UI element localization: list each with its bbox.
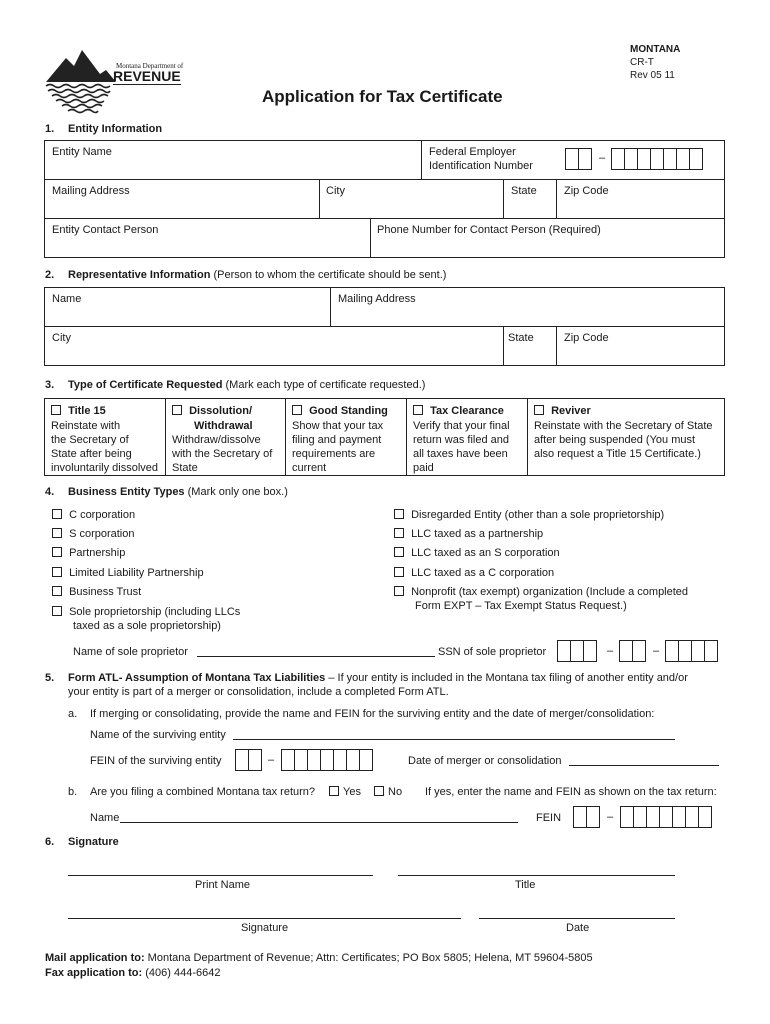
good-standing-desc-3: requirements are <box>292 448 376 460</box>
combined-fein-label: FEIN <box>536 812 562 824</box>
nonprofit-checkbox[interactable] <box>394 586 404 596</box>
title15-desc-1: Reinstate with <box>51 420 121 432</box>
no-checkbox[interactable] <box>374 786 384 796</box>
entity-type-sole-prop[interactable] <box>52 605 240 619</box>
entity-type-business-trust[interactable] <box>52 585 141 599</box>
page-title: Application for Tax Certificate <box>262 87 503 106</box>
s-corp-checkbox[interactable] <box>52 528 62 538</box>
cert-type-dissolution[interactable] <box>165 398 286 476</box>
sole-prop-label-2: taxed as a sole proprietorship) <box>73 620 221 632</box>
ssn-boxes-1[interactable] <box>558 640 597 662</box>
title15-title: Title 15 <box>68 405 106 417</box>
ssn-dash-1: – <box>607 645 614 657</box>
phone-label: Phone Number for Contact Person (Required) <box>377 224 601 236</box>
entity-type-disregarded[interactable] <box>394 508 664 522</box>
date-line[interactable] <box>479 918 675 919</box>
entity-state-field[interactable] <box>503 179 557 219</box>
dissolution-title-2: Withdrawal <box>194 420 253 432</box>
cert-type-good-standing[interactable] <box>285 398 407 476</box>
c-corp-label: C corporation <box>69 509 136 521</box>
section-5-text-2: your entity is part of a merger or consolidation, include a completed Form ATL. <box>68 686 449 698</box>
llp-label: Limited Liability Partnership <box>69 567 204 579</box>
mail-address: Montana Department of Revenue; Attn: Certificates; PO Box 5805; Helena, MT 59604-5805 <box>144 952 593 964</box>
nonprofit-label-2: Form EXPT – Tax Exempt Status Request.) <box>415 600 627 612</box>
title15-desc-4: involuntarily dissolved <box>51 462 158 474</box>
title15-desc-3: State after being <box>51 448 132 460</box>
entity-type-s-corp[interactable] <box>52 527 135 541</box>
combined-fein-prefix[interactable] <box>574 806 600 828</box>
entity-type-llc-c-corp[interactable] <box>394 566 554 580</box>
entity-name-field[interactable] <box>44 140 422 180</box>
business-trust-label: Business Trust <box>69 586 142 598</box>
entity-type-partnership[interactable] <box>52 546 125 560</box>
combined-fein-dash: – <box>607 811 614 823</box>
city-label: City <box>326 185 345 197</box>
rep-zip-field[interactable] <box>556 326 725 366</box>
good-standing-checkbox[interactable] <box>292 405 302 415</box>
c-corp-checkbox[interactable] <box>52 509 62 519</box>
business-trust-checkbox[interactable] <box>52 586 62 596</box>
good-standing-desc-1: Show that your tax <box>292 420 384 432</box>
fein-dash: – <box>599 152 606 164</box>
surviving-fein-dash: – <box>268 754 275 766</box>
entity-type-nonprofit[interactable] <box>394 585 688 599</box>
tax-clearance-desc-2: return was filed and <box>413 434 509 446</box>
llc-s-corp-label: LLC taxed as an S corporation <box>411 547 560 559</box>
signature-line[interactable] <box>68 918 461 919</box>
section-5-number: 5. <box>45 672 55 684</box>
nonprofit-label: Nonprofit (tax exempt) organization (Include a completed <box>411 586 689 598</box>
section-4-number: 4. <box>45 486 55 498</box>
fein-suffix-boxes[interactable] <box>612 148 703 170</box>
combined-yes-option[interactable] <box>329 785 361 799</box>
yes-checkbox[interactable] <box>329 786 339 796</box>
combined-name-line[interactable] <box>120 822 518 823</box>
partnership-label: Partnership <box>69 547 126 559</box>
llc-s-corp-checkbox[interactable] <box>394 547 404 557</box>
surviving-name-label: Name of the surviving entity <box>90 729 226 741</box>
section-2-number: 2. <box>45 269 55 281</box>
sole-prop-label: Sole proprietorship (including LLCs <box>69 606 241 618</box>
rep-city-field[interactable] <box>44 326 504 366</box>
llc-partnership-checkbox[interactable] <box>394 528 404 538</box>
surviving-name-line[interactable] <box>233 739 675 740</box>
partnership-checkbox[interactable] <box>52 547 62 557</box>
rep-state-label: State <box>508 332 534 344</box>
section-1-title: Entity Information <box>68 123 163 135</box>
entity-type-llc-s-corp[interactable] <box>394 546 560 560</box>
section-2-title: Representative Information <box>68 269 211 281</box>
title15-checkbox[interactable] <box>51 405 61 415</box>
ssn-boxes-2[interactable] <box>620 640 646 662</box>
no-label: No <box>388 786 403 798</box>
ssn-boxes-3[interactable] <box>666 640 718 662</box>
section-2-note: (Person to whom the certificate should be sent.) <box>213 269 447 281</box>
rep-mailing-address-field[interactable] <box>330 287 725 327</box>
item-a-letter: a. <box>68 708 78 720</box>
fein-prefix-boxes[interactable] <box>566 148 592 170</box>
entity-name-label: Entity Name <box>52 146 112 158</box>
good-standing-title: Good Standing <box>309 405 388 417</box>
section-1-number: 1. <box>45 123 55 135</box>
fein-label-2: Identification Number <box>429 160 533 172</box>
mailing-address-label: Mailing Address <box>52 185 130 197</box>
tax-clearance-desc-1: Verify that your final <box>413 420 510 432</box>
contact-phone-field[interactable] <box>370 218 725 258</box>
section-3-heading <box>68 378 425 392</box>
sole-prop-checkbox[interactable] <box>52 606 62 616</box>
item-b-letter: b. <box>68 786 78 798</box>
title-line[interactable] <box>398 875 675 876</box>
tax-clearance-title: Tax Clearance <box>430 405 504 417</box>
section-5-text-1: – If your entity is included in the Montana tax filing of another entity and/or <box>325 672 688 684</box>
date-label: Date <box>566 922 590 934</box>
section-5-title: Form ATL- Assumption of Montana Tax Liabilities <box>68 672 326 684</box>
disregarded-label: Disregarded Entity (other than a sole proprietorship) <box>411 509 665 521</box>
entity-mailing-address-field[interactable] <box>44 179 320 219</box>
rep-name-field[interactable] <box>44 287 331 327</box>
llc-c-corp-label: LLC taxed as a C corporation <box>411 567 555 579</box>
item-b-text: Are you filing a combined Montana tax return? <box>90 786 316 798</box>
cert-type-tax-clearance[interactable] <box>406 398 528 476</box>
yes-label: Yes <box>343 786 361 798</box>
surviving-fein-suffix[interactable] <box>282 749 373 771</box>
cert-type-reviver[interactable] <box>527 398 725 476</box>
fax-instructions <box>45 966 220 980</box>
s-corp-label: S corporation <box>69 528 135 540</box>
entity-zip-field[interactable] <box>556 179 725 219</box>
fax-label: Fax application to: <box>45 967 143 979</box>
reviver-title: Reviver <box>551 405 591 417</box>
dissolution-desc-2: with the Secretary of <box>172 448 273 460</box>
section-2-heading <box>68 268 446 282</box>
form-revision: Rev 05 11 <box>630 70 675 81</box>
rep-city-label: City <box>52 332 71 344</box>
section-4-note: (Mark only one box.) <box>187 486 288 498</box>
surviving-fein-label: FEIN of the surviving entity <box>90 755 222 767</box>
logo-revenue-text: REVENUE <box>113 68 181 84</box>
title-label: Title <box>515 879 536 891</box>
entity-contact-field[interactable] <box>44 218 371 258</box>
section-5-heading <box>68 671 688 685</box>
sole-prop-name-line[interactable] <box>197 656 435 657</box>
combined-fein-suffix[interactable] <box>621 806 712 828</box>
section-6-number: 6. <box>45 836 55 848</box>
logo-dept-text: Montana Department of <box>116 62 184 70</box>
reviver-desc-1: Reinstate with the Secretary of State <box>534 420 713 432</box>
reviver-desc-2: after being suspended (You must <box>534 434 696 446</box>
state-label: State <box>511 185 537 197</box>
rep-state-field[interactable] <box>503 326 557 366</box>
merger-date-line[interactable] <box>569 765 719 766</box>
reviver-checkbox[interactable] <box>534 405 544 415</box>
item-b-if-yes: If yes, enter the name and FEIN as shown on the tax return: <box>425 786 717 798</box>
entity-type-llc-partnership[interactable] <box>394 527 543 541</box>
dissolution-checkbox[interactable] <box>172 405 182 415</box>
form-state: MONTANA <box>630 44 681 55</box>
signature-label: Signature <box>241 922 289 934</box>
zip-label: Zip Code <box>564 185 609 197</box>
item-a-text: If merging or consolidating, provide the name and FEIN for the surviving entity and the date of merger/consolidation: <box>90 708 655 720</box>
rep-zip-label: Zip Code <box>564 332 609 344</box>
form-code: CR-T <box>630 57 654 68</box>
print-name-line[interactable] <box>68 875 373 876</box>
tax-clearance-desc-4: paid <box>413 462 434 474</box>
section-3-title: Type of Certificate Requested <box>68 379 223 391</box>
section-6-title: Signature <box>68 836 119 848</box>
llp-checkbox[interactable] <box>52 567 62 577</box>
fax-number: (406) 444-6642 <box>142 967 221 979</box>
title15-desc-2: the Secretary of <box>51 434 129 446</box>
tax-clearance-checkbox[interactable] <box>413 405 423 415</box>
dissolution-title: Dissolution/ <box>189 405 253 417</box>
good-standing-desc-2: filing and payment <box>292 434 382 446</box>
mail-instructions <box>45 951 593 965</box>
merger-date-label: Date of merger or consolidation <box>408 755 562 767</box>
contact-person-label: Entity Contact Person <box>52 224 159 236</box>
dissolution-desc-1: Withdraw/dissolve <box>172 434 261 446</box>
entity-type-c-corp[interactable] <box>52 508 135 522</box>
reviver-desc-3: also request a Title 15 Certificate.) <box>534 448 701 460</box>
combined-no-option[interactable] <box>374 785 402 799</box>
rep-mailing-label: Mailing Address <box>338 293 416 305</box>
disregarded-checkbox[interactable] <box>394 509 404 519</box>
entity-city-field[interactable] <box>319 179 504 219</box>
ssn-dash-2: – <box>653 645 660 657</box>
fein-label-1: Federal Employer <box>429 146 516 158</box>
surviving-fein-prefix[interactable] <box>236 749 262 771</box>
mail-label: Mail application to: <box>45 952 145 964</box>
tax-clearance-desc-3: all taxes have been <box>413 448 508 460</box>
section-3-number: 3. <box>45 379 55 391</box>
cert-type-title15[interactable] <box>44 398 166 476</box>
combined-name-label: Name <box>90 812 120 824</box>
ssn-label: SSN of sole proprietor <box>438 646 547 658</box>
print-name-label: Print Name <box>195 879 251 891</box>
rep-name-label: Name <box>52 293 82 305</box>
good-standing-desc-4: current <box>292 462 327 474</box>
sole-prop-name-label: Name of sole proprietor <box>73 646 188 658</box>
llc-c-corp-checkbox[interactable] <box>394 567 404 577</box>
entity-type-llp[interactable] <box>52 566 204 580</box>
dissolution-desc-3: State <box>172 462 198 474</box>
section-4-heading <box>68 485 288 499</box>
llc-partnership-label: LLC taxed as a partnership <box>411 528 544 540</box>
section-3-note: (Mark each type of certificate requested.) <box>225 379 426 391</box>
section-4-title: Business Entity Types <box>68 486 185 498</box>
